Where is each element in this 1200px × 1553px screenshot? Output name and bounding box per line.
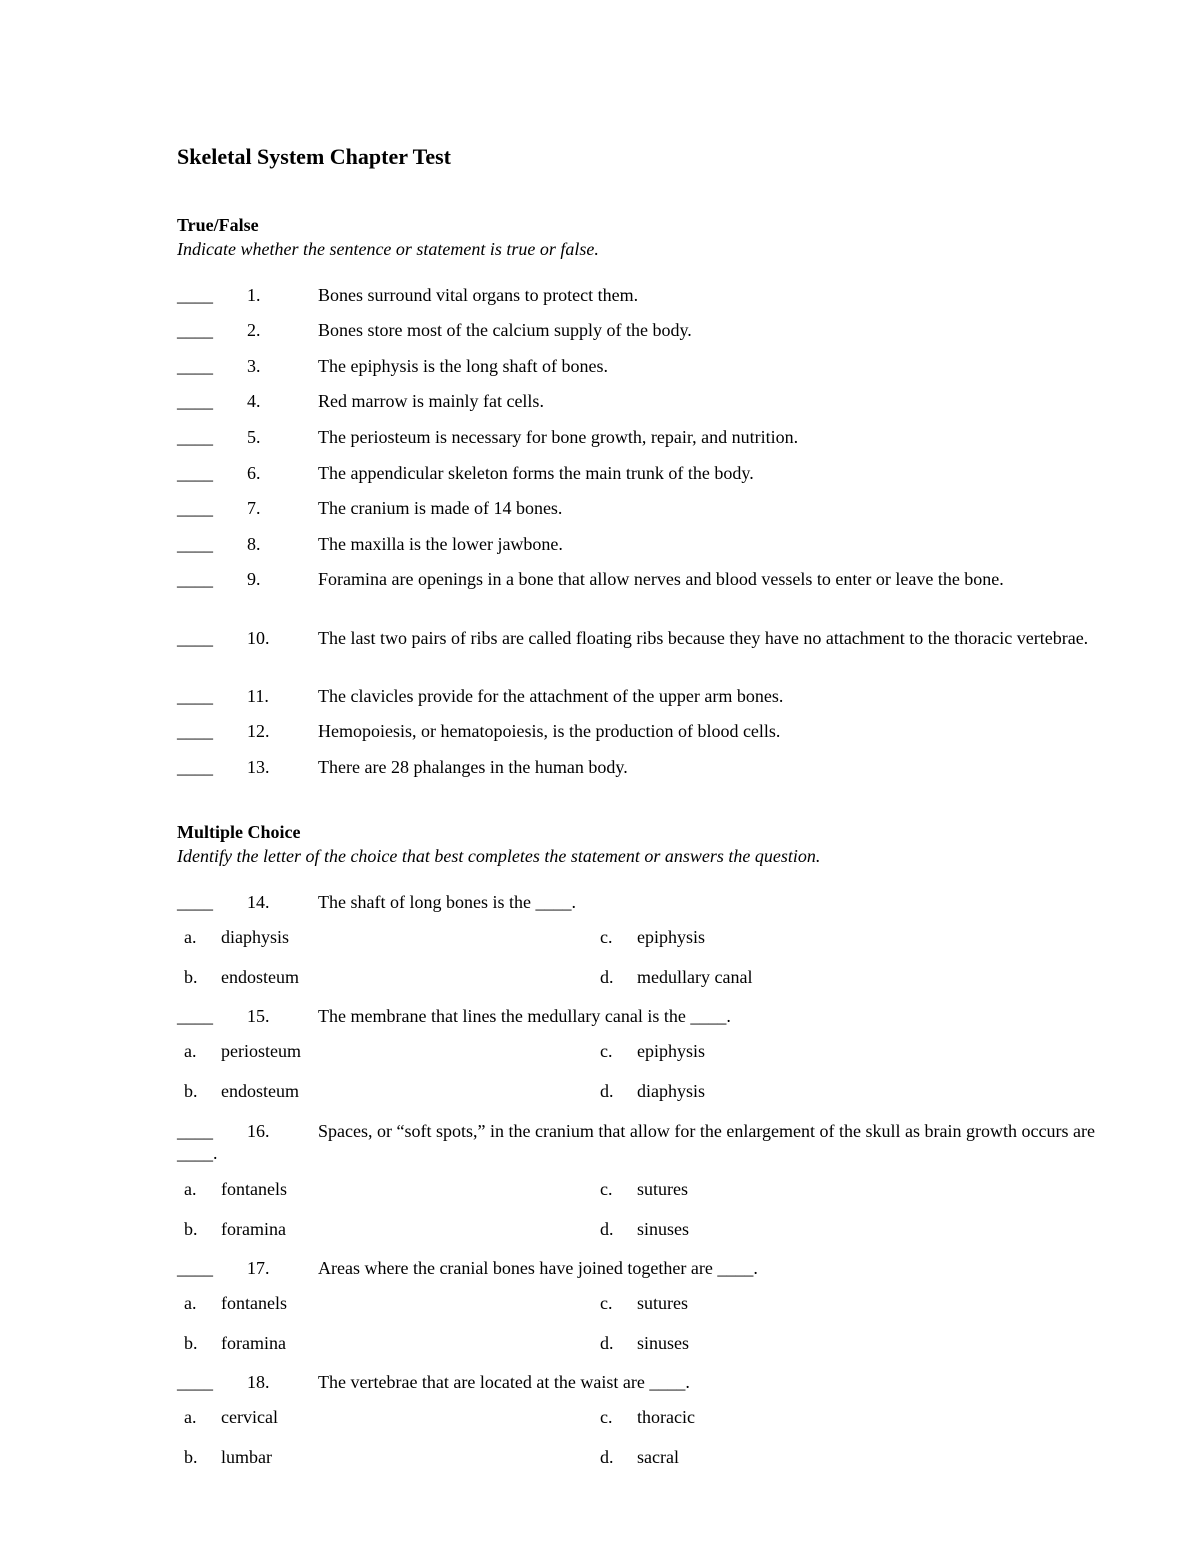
answer-blank: ____ [177, 721, 213, 741]
question-text: Red marrow is mainly fat cells. [318, 391, 544, 411]
question-item [177, 462, 1097, 484]
option-text: sacral [637, 1447, 679, 1467]
page-title: Skeletal System Chapter Test [177, 144, 451, 169]
question-text: The last two pairs of ribs are called floating ribs because they have no attachment to the thoracic vertebrae. [318, 628, 1089, 648]
option-letter: d. [600, 1081, 614, 1101]
question-item [177, 1120, 1097, 1164]
option-letter: a. [184, 927, 197, 947]
option-letter: d. [600, 1447, 614, 1467]
option-text: epiphysis [637, 1041, 706, 1061]
option-text: sinuses [637, 1219, 690, 1239]
option-text: fontanels [221, 1293, 287, 1313]
answer-blank: ____ [177, 1258, 213, 1278]
question-number: 7. [247, 498, 261, 518]
option-letter: c. [600, 1293, 613, 1313]
answer-blank: ____ [177, 498, 213, 518]
option-text: sutures [637, 1179, 688, 1199]
question-number: 15. [247, 1006, 270, 1026]
multiple-choice-heading: Multiple Choice [177, 822, 301, 842]
question-number: 1. [247, 285, 261, 305]
multiple-choice-instruction: Identify the letter of the choice that best completes the statement or answers the question. [177, 846, 821, 866]
option-text: medullary canal [637, 967, 753, 987]
question-text: The cranium is made of 14 bones. [318, 498, 563, 518]
option-letter: d. [600, 1219, 614, 1239]
question-number: 8. [247, 534, 261, 554]
option-letter: a. [184, 1179, 197, 1199]
answer-blank: ____ [177, 427, 213, 447]
answer-blank: ____ [177, 628, 213, 648]
true-false-instruction: Indicate whether the sentence or statement is true or false. [177, 239, 599, 259]
question-item [177, 497, 1097, 519]
option-text: thoracic [637, 1407, 695, 1427]
question-item [177, 426, 1097, 448]
question-number: 10. [247, 628, 270, 648]
question-item [177, 1005, 1097, 1027]
question-item [177, 1371, 1097, 1393]
option-letter: b. [184, 1081, 198, 1101]
question-text: Bones store most of the calcium supply of the body. [318, 320, 692, 340]
option-text: fontanels [221, 1179, 287, 1199]
answer-blank: ____ [177, 757, 213, 777]
question-text: The maxilla is the lower jawbone. [318, 534, 563, 554]
option-text: foramina [221, 1219, 286, 1239]
question-text: The appendicular skeleton forms the main trunk of the body. [318, 463, 754, 483]
question-text: The epiphysis is the long shaft of bones. [318, 356, 608, 376]
question-text: The membrane that lines the medullary canal is the ____. [318, 1006, 731, 1026]
option-letter: b. [184, 1219, 198, 1239]
question-number: 13. [247, 757, 270, 777]
question-item [177, 685, 1097, 707]
question-number: 6. [247, 463, 261, 483]
answer-blank: ____ [177, 320, 213, 340]
question-text: Areas where the cranial bones have joined together are ____. [318, 1258, 758, 1278]
question-text: Foramina are openings in a bone that allow nerves and blood vessels to enter or leave the bone. [318, 569, 1004, 589]
option-letter: d. [600, 967, 614, 987]
question-number: 11. [247, 686, 269, 706]
answer-blank: ____ [177, 463, 213, 483]
option-letter: b. [184, 1447, 198, 1467]
option-text: foramina [221, 1333, 286, 1353]
question-item [177, 568, 1097, 590]
question-number: 9. [247, 569, 261, 589]
question-text: The vertebrae that are located at the waist are ____. [318, 1372, 690, 1392]
option-text: cervical [221, 1407, 278, 1427]
option-text: periosteum [221, 1041, 301, 1061]
question-item [177, 720, 1097, 742]
answer-blank: ____ [177, 686, 213, 706]
question-number: 12. [247, 721, 270, 741]
option-letter: c. [600, 1179, 613, 1199]
question-text: Hemopoiesis, or hematopoiesis, is the production of blood cells. [318, 721, 781, 741]
question-item [177, 756, 1097, 778]
question-item [177, 284, 1097, 306]
option-text: sinuses [637, 1333, 690, 1353]
question-text: There are 28 phalanges in the human body. [318, 757, 628, 777]
answer-blank: ____ [177, 1121, 213, 1141]
option-letter: a. [184, 1041, 197, 1061]
option-text: diaphysis [221, 927, 290, 947]
question-number: 18. [247, 1372, 270, 1392]
option-text: lumbar [221, 1447, 272, 1467]
question-number: 3. [247, 356, 261, 376]
option-letter: b. [184, 967, 198, 987]
option-text: diaphysis [637, 1081, 706, 1101]
question-item [177, 319, 1097, 341]
question-item [177, 355, 1097, 377]
option-letter: d. [600, 1333, 614, 1353]
question-number: 2. [247, 320, 261, 340]
option-text: endosteum [221, 967, 299, 987]
answer-blank: ____ [177, 1372, 213, 1392]
question-text: The clavicles provide for the attachment of the upper arm bones. [318, 686, 784, 706]
question-number: 16. [247, 1121, 270, 1141]
question-item [177, 891, 1097, 913]
question-text: Spaces, or “soft spots,” in the cranium that allow for the enlargement of the skull as brain growth occurs are ____. [177, 1121, 1095, 1163]
option-letter: a. [184, 1293, 197, 1313]
option-text: sutures [637, 1293, 688, 1313]
question-number: 14. [247, 892, 270, 912]
question-text: Bones surround vital organs to protect them. [318, 285, 639, 305]
question-item [177, 390, 1097, 412]
question-item [177, 627, 1097, 649]
true-false-heading: True/False [177, 215, 259, 235]
option-letter: a. [184, 1407, 197, 1427]
question-number: 4. [247, 391, 261, 411]
option-text: endosteum [221, 1081, 299, 1101]
answer-blank: ____ [177, 356, 213, 376]
question-text: The shaft of long bones is the ____. [318, 892, 576, 912]
question-number: 17. [247, 1258, 270, 1278]
answer-blank: ____ [177, 285, 213, 305]
option-letter: c. [600, 1407, 613, 1427]
answer-blank: ____ [177, 1006, 213, 1026]
answer-blank: ____ [177, 534, 213, 554]
option-text: epiphysis [637, 927, 706, 947]
answer-blank: ____ [177, 569, 213, 589]
question-text: The periosteum is necessary for bone growth, repair, and nutrition. [318, 427, 799, 447]
option-letter: c. [600, 1041, 613, 1061]
question-item [177, 533, 1097, 555]
answer-blank: ____ [177, 892, 213, 912]
option-letter: c. [600, 927, 613, 947]
question-number: 5. [247, 427, 261, 447]
option-letter: b. [184, 1333, 198, 1353]
question-item [177, 1257, 1097, 1279]
answer-blank: ____ [177, 391, 213, 411]
